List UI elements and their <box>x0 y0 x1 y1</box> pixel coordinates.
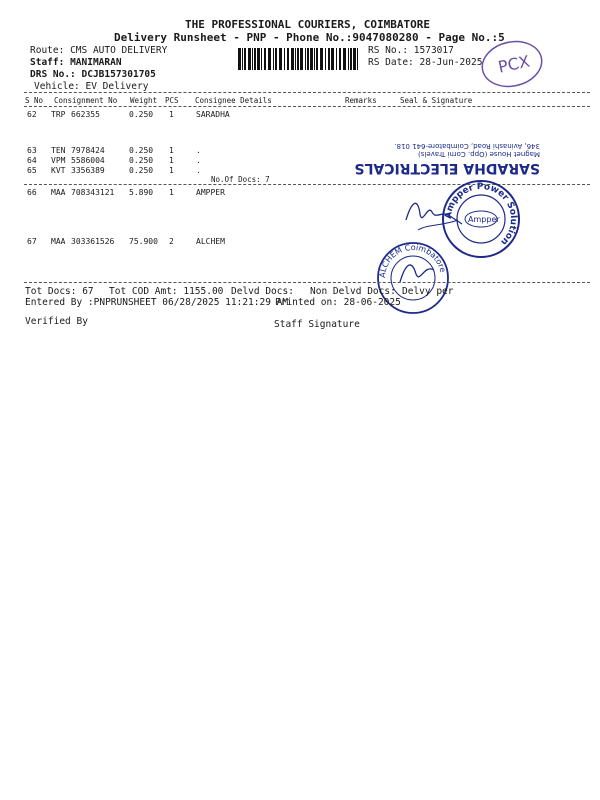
non-delvd-docs: Non Delvd Docs: <box>310 286 396 297</box>
rs-no-value: 1573017 <box>413 45 454 56</box>
barcode-bar <box>257 48 260 70</box>
vehicle-value: EV Delivery <box>85 81 149 92</box>
barcode-bar <box>336 48 337 70</box>
barcode-bar <box>343 48 346 70</box>
row-prefix: MAA <box>51 188 66 197</box>
row-sno: 64 <box>27 156 37 165</box>
staff-signature: Staff Signature <box>274 319 360 330</box>
drs-line <box>30 69 156 80</box>
col-sno: S No <box>25 96 44 105</box>
barcode-bar <box>297 48 299 70</box>
barcode-bar <box>268 48 271 70</box>
row-pcs: 1 <box>169 156 174 165</box>
barcode-bar <box>287 48 289 70</box>
row-sno: 65 <box>27 166 37 175</box>
rs-no-label: RS No.: <box>368 45 409 56</box>
row-number: 303361526 <box>71 237 115 246</box>
vehicle-line <box>34 81 148 92</box>
saradha-stamp-name: SARADHA ELECTRICALS <box>354 160 540 176</box>
row-weight: 75.900 <box>129 237 158 246</box>
barcode-bar <box>307 48 309 70</box>
ampper-stamp-logo: Ampper <box>468 215 500 224</box>
barcode-bar <box>325 48 326 70</box>
row-consignee: . <box>196 166 201 175</box>
col-consignee: Consignee Details <box>195 96 272 105</box>
barcode-bar <box>244 48 246 70</box>
barcode-bar <box>320 48 323 70</box>
table-row <box>27 146 37 155</box>
barcode-bar <box>248 48 251 70</box>
barcode-bar <box>305 48 306 70</box>
row-weight: 0.250 <box>129 110 154 119</box>
row-pcs: 1 <box>169 166 174 175</box>
row-consignee: AMPPER <box>196 188 225 197</box>
staff-line <box>30 57 122 68</box>
barcode-bar <box>264 48 266 70</box>
drs-value: DCJB157301705 <box>81 69 156 80</box>
row-prefix: MAA <box>51 237 66 246</box>
barcode-bar <box>275 48 277 70</box>
barcode-bar <box>254 48 256 70</box>
row-weight: 5.890 <box>129 188 154 197</box>
row-weight: 0.250 <box>129 166 154 175</box>
table-row <box>27 237 37 246</box>
row-sno: 63 <box>27 146 37 155</box>
saradha-stamp-addr2: 346, Avinashi Road, Coimbatore-641 018. <box>394 142 540 150</box>
row-number: 662355 <box>71 110 100 119</box>
row-consignee: SARADHA <box>196 110 230 119</box>
header-top-rule <box>24 92 590 93</box>
route-label: Route: <box>30 45 65 56</box>
staff-value: MANIMARAN <box>70 57 122 68</box>
barcode-bar <box>295 48 296 70</box>
ampper-stamp-ring-text: Ampper Power Solution <box>443 181 519 247</box>
row-weight: 0.250 <box>129 156 154 165</box>
printed-on: Printed on: 28-06-2025 <box>275 297 401 308</box>
row-prefix: TEN <box>51 146 66 155</box>
row-prefix: TRP <box>51 110 66 119</box>
pcx-stamp-icon <box>478 38 546 90</box>
barcode-bar <box>242 48 243 70</box>
row-pcs: 1 <box>169 188 174 197</box>
barcode-icon <box>238 48 360 70</box>
row-number: 3356389 <box>71 166 105 175</box>
row-pcs: 2 <box>169 237 174 246</box>
table-row <box>27 110 37 119</box>
barcode-bar <box>353 48 356 70</box>
col-seal: Seal & Signature <box>400 96 473 105</box>
rs-date-line <box>368 57 482 68</box>
route-line <box>30 45 167 56</box>
drs-label: DRS No.: <box>30 69 76 80</box>
tot-docs: Tot Docs: 67 <box>25 286 94 297</box>
entered-by: Entered By :PNPRUNSHEET 06/28/2025 11:21:29 AM <box>25 297 289 308</box>
svg-text:ALCHEM Coimbatore <box>378 243 448 278</box>
table-row <box>27 166 37 175</box>
barcode-bar <box>300 48 303 70</box>
barcode-bar <box>348 48 349 70</box>
staff-label: Staff: <box>30 57 65 68</box>
row-pcs: 1 <box>169 146 174 155</box>
row-sno: 66 <box>27 188 37 197</box>
barcode-bar <box>310 48 313 70</box>
rs-date-label: RS Date: <box>368 57 414 68</box>
col-consignment: Consignment No <box>54 96 118 105</box>
barcode-bar <box>350 48 352 70</box>
barcode-bar <box>328 48 330 70</box>
barcode-bar <box>291 48 294 70</box>
alchem-stamp-ring-text: ALCHEM Coimbatore <box>377 242 448 279</box>
no-of-docs: No.Of Docs: 7 <box>211 175 270 184</box>
rs-date-value: 28-Jun-2025 <box>419 57 483 68</box>
row-consignee: . <box>196 146 201 155</box>
col-weight: Weight <box>130 96 158 105</box>
barcode-bar <box>279 48 282 70</box>
verified-by: Verified By <box>25 316 88 327</box>
barcode-bar <box>339 48 341 70</box>
col-pcs: PCS <box>165 96 179 105</box>
row-sno: 67 <box>27 237 37 246</box>
barcode-bar <box>252 48 253 70</box>
company-title: THE PROFESSIONAL COURIERS, COIMBATORE <box>185 18 431 31</box>
row-consignee: ALCHEM <box>196 237 225 246</box>
barcode-bar <box>316 48 318 70</box>
barcode-bar <box>238 48 241 70</box>
saradha-stamp-addr1: Magnet House (Opp. Corni Travels) <box>418 150 540 158</box>
barcode-bar <box>261 48 262 70</box>
row-pcs: 1 <box>169 110 174 119</box>
delvd-docs: Delvd Docs: <box>231 286 294 297</box>
runsheet-subtitle: Delivery Runsheet - PNP - Phone No.:9047080280 - Page No.:5 <box>114 31 505 44</box>
delvy-per: Delvy per <box>402 286 454 297</box>
row-consignee: . <box>196 156 201 165</box>
table-row <box>27 156 37 165</box>
pcx-stamp-text: PCX <box>496 51 532 77</box>
row-prefix: KVT <box>51 166 66 175</box>
row-sno: 62 <box>27 110 37 119</box>
signature-icon <box>398 190 468 240</box>
row-number: 5586004 <box>71 156 105 165</box>
col-remarks: Remarks <box>345 96 377 105</box>
barcode-bar <box>331 48 334 70</box>
tot-cod-amt: Tot COD Amt: 1155.00 <box>109 286 224 297</box>
barcode-bar <box>314 48 315 70</box>
saradha-stamp <box>354 116 540 176</box>
row-number: 708343121 <box>71 188 115 197</box>
vehicle-label: Vehicle: <box>34 81 80 92</box>
rs-no-line <box>368 45 454 56</box>
header-bottom-rule <box>24 106 590 107</box>
row-weight: 0.250 <box>129 146 154 155</box>
table-row <box>27 188 37 197</box>
barcode-bar <box>284 48 285 70</box>
row-number: 7978424 <box>71 146 105 155</box>
route-value: CMS AUTO DELIVERY <box>70 45 168 56</box>
row-prefix: VPM <box>51 156 66 165</box>
footer-top-rule <box>24 282 590 283</box>
barcode-bar <box>357 48 358 70</box>
barcode-bar <box>273 48 274 70</box>
